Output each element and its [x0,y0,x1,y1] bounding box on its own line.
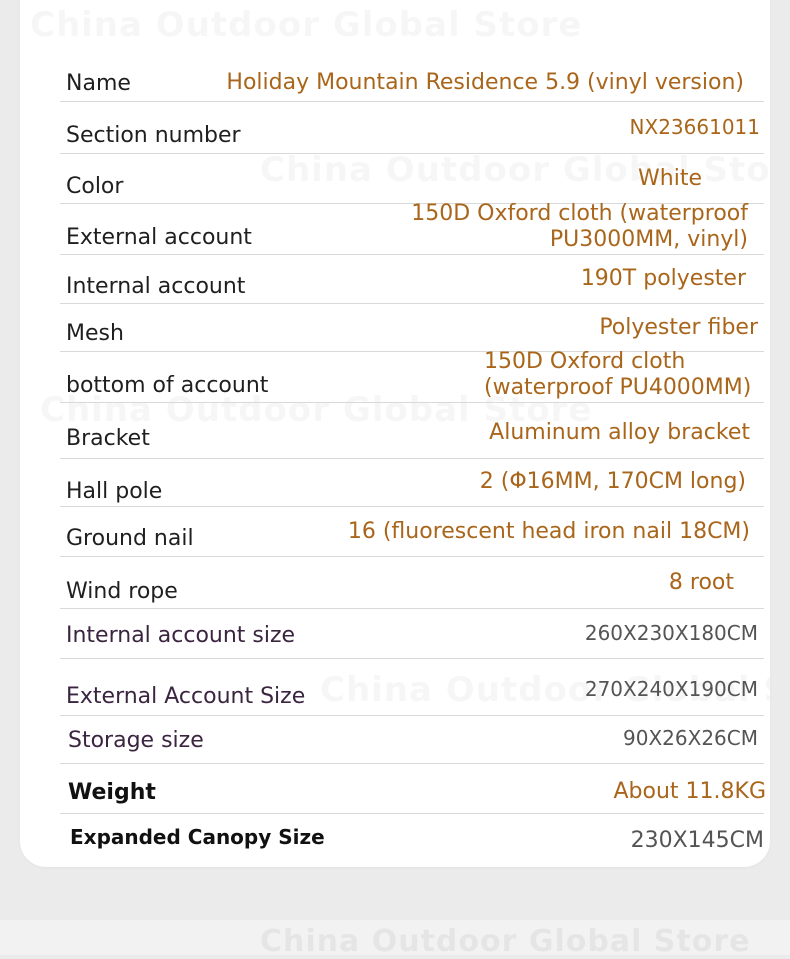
spec-label: Hall pole [66,479,163,504]
spec-label: Name [66,71,131,96]
spec-row-internal-account [60,254,764,304]
spec-label: Storage size [68,728,204,753]
spec-value-line-2: (waterproof PU4000MM) [484,375,752,400]
spec-value-line-1: 150D Oxford cloth (waterproof [411,201,748,226]
spec-row-wind-rope [60,556,764,609]
spec-row-storage-size [60,715,764,764]
spec-row-name [60,40,764,102]
watermark-text [30,5,582,45]
watermark-text: China Outdoor Global Store [260,924,751,959]
spec-value: 90X26X26CM [623,726,758,750]
spec-row-hall-pole [60,458,764,507]
spec-value: 190T polyester [580,266,746,291]
spec-label: Bracket [66,426,150,451]
spec-label: Internal account [66,274,246,299]
spec-value: NX23661011 [629,115,760,139]
spec-value-line-2: PU3000MM, vinyl) [549,227,748,252]
spec-label: Expanded Canopy Size [70,825,325,849]
spec-row-expanded-canopy-size [60,813,764,865]
spec-label: Mesh [66,321,124,346]
spec-row-ground-nail [60,506,764,557]
spec-row-external-account [60,203,764,255]
spec-row-bottom-of-account [60,351,764,403]
spec-label: External Account Size [66,684,306,709]
spec-label: External account [66,225,252,250]
spec-label: bottom of account [66,373,269,398]
spec-row-external-account-size [60,658,764,716]
spec-row-internal-account-size [60,608,764,659]
spec-label: Color [66,174,124,199]
spec-label: Wind rope [66,579,178,604]
spec-value: 260X230X180CM [584,621,758,645]
spec-label: Weight [68,780,156,805]
spec-label: Section number [66,123,241,148]
spec-value: 270X240X190CM [584,677,758,701]
spec-value: Holiday Mountain Residence 5.9 (vinyl version) [226,70,744,95]
spec-row-weight [60,763,764,814]
footer-band [0,920,790,959]
spec-value-line-1: 150D Oxford cloth [484,349,686,374]
spec-value: Polyester fiber [599,315,758,340]
spec-value: 2 (Φ16MM, 170CM long) [479,469,746,494]
spec-value: About 11.8KG [613,779,766,804]
spec-value: Aluminum alloy bracket [489,420,750,445]
spec-label: Internal account size [66,623,296,648]
spec-row-section-number [60,101,764,154]
spec-value: White [638,166,702,191]
spec-value: 16 (fluorescent head iron nail 18CM) [347,519,750,544]
spec-row-color [60,153,764,204]
spec-value: 230X145CM [630,828,764,853]
spec-card [20,0,770,867]
spec-row-mesh [60,303,764,352]
spec-value: 8 root [668,570,734,595]
spec-label: Ground nail [66,526,194,551]
spec-row-bracket [60,402,764,459]
